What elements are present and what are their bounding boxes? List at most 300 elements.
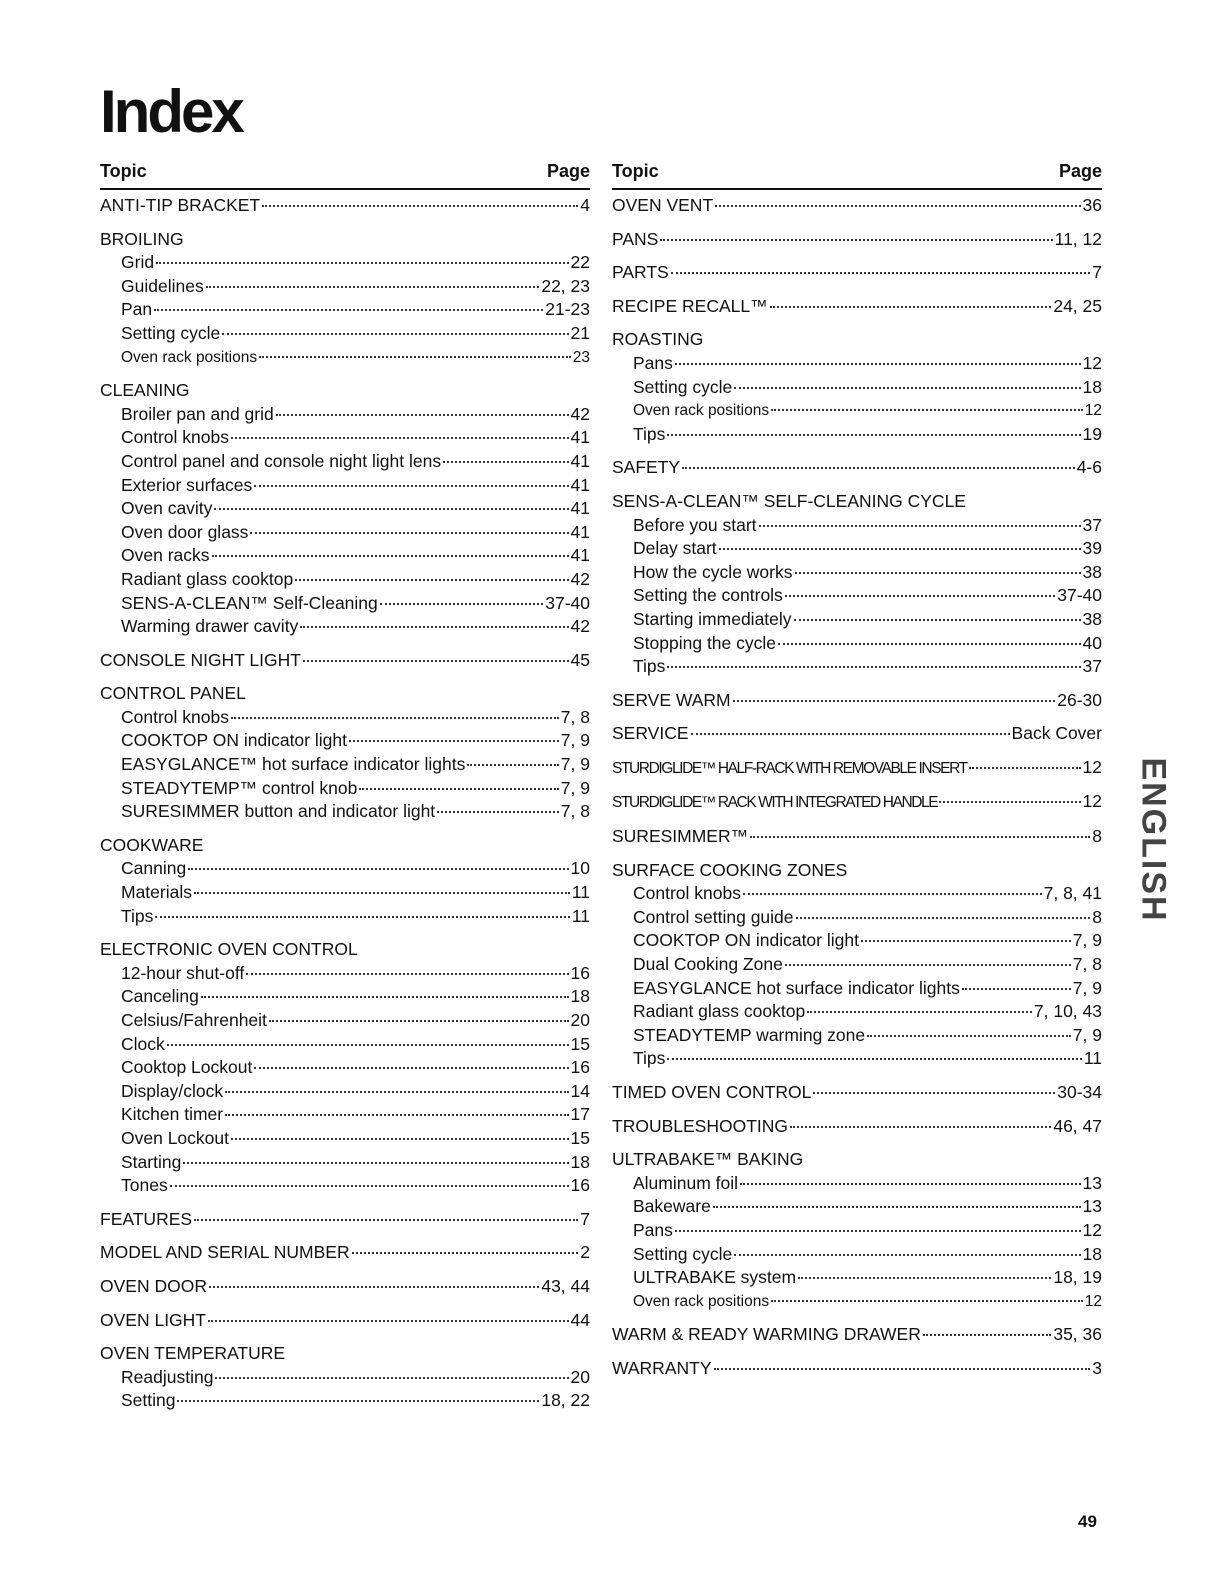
index-page-ref: 7, 9 xyxy=(560,777,590,798)
index-topic: OVEN LIGHT xyxy=(100,1309,206,1330)
index-entry xyxy=(612,261,1102,285)
index-page-ref: 11, 12 xyxy=(1054,228,1102,249)
index-subentry xyxy=(612,1219,1102,1243)
index-page-ref: 16 xyxy=(570,1175,590,1196)
dot-leader xyxy=(262,205,578,207)
index-page-ref: 24, 25 xyxy=(1053,295,1102,316)
dot-leader xyxy=(770,306,1052,308)
index-topic: CONTROL PANEL xyxy=(100,683,246,704)
index-page-ref: 14 xyxy=(570,1080,590,1101)
index-topic: BROILING xyxy=(100,228,184,249)
index-subentry xyxy=(100,962,590,986)
index-subentry xyxy=(100,800,590,824)
index-topic: Control knobs xyxy=(633,883,741,904)
index-entry-heading xyxy=(612,328,1102,352)
index-topic: ROASTING xyxy=(612,329,704,350)
dot-leader xyxy=(671,272,1091,274)
index-topic: Dual Cooking Zone xyxy=(633,954,783,975)
dot-leader xyxy=(215,1377,568,1379)
index-page-ref: 8 xyxy=(1092,826,1102,847)
index-entries xyxy=(100,194,590,1413)
index-topic: Aluminum foil xyxy=(633,1172,739,1193)
index-subentry xyxy=(100,729,590,753)
dot-leader xyxy=(231,717,559,719)
index-page-ref: 12 xyxy=(1082,352,1102,373)
index-topic: STEADYTEMP warming zone xyxy=(633,1024,866,1045)
index-subentry xyxy=(612,376,1102,400)
index-topic: Radiant glass cooktop xyxy=(633,1001,806,1022)
index-entry xyxy=(612,756,1102,781)
index-subentry xyxy=(612,584,1102,608)
index-entry-heading xyxy=(100,194,590,218)
dot-leader xyxy=(194,1219,578,1221)
index-page-ref: 42 xyxy=(570,403,590,424)
index-page-ref: 18 xyxy=(570,1151,590,1172)
index-topic: CLEANING xyxy=(100,380,190,401)
index-entry-heading xyxy=(100,1275,590,1299)
index-subentry xyxy=(100,544,590,568)
index-page-ref: 37-40 xyxy=(1057,585,1102,606)
index-page-ref: 11 xyxy=(571,905,590,926)
dot-leader xyxy=(715,205,1080,207)
index-entry xyxy=(100,379,590,639)
dot-leader xyxy=(183,1162,568,1164)
dot-leader xyxy=(225,1091,568,1093)
index-subentry xyxy=(100,497,590,521)
index-entry-heading xyxy=(612,456,1102,480)
index-page-ref: 19 xyxy=(1082,423,1102,444)
index-subentry xyxy=(612,423,1102,447)
index-entry xyxy=(612,1115,1102,1139)
index-subentry xyxy=(612,1000,1102,1024)
index-page-ref: 15 xyxy=(570,1033,590,1054)
index-topic: Materials xyxy=(121,882,192,903)
index-topic: SERVICE xyxy=(612,723,689,744)
dot-leader xyxy=(170,1185,569,1187)
dot-leader xyxy=(254,485,568,487)
dot-leader xyxy=(467,764,558,766)
index-topic: SURESIMMER button and indicator light xyxy=(121,801,436,822)
index-topic: Control panel and console night light lens xyxy=(121,450,442,471)
index-topic: Display/clock xyxy=(121,1080,224,1101)
index-entry xyxy=(612,859,1102,1071)
index-page-ref: 21-23 xyxy=(545,299,590,320)
dot-leader xyxy=(771,1300,1083,1302)
dot-leader xyxy=(352,1252,579,1254)
dot-leader xyxy=(861,940,1071,942)
index-subentry xyxy=(612,882,1102,906)
dot-leader xyxy=(778,643,1081,645)
index-page-ref: 18, 22 xyxy=(541,1390,590,1411)
index-entry xyxy=(100,1342,590,1413)
index-entry xyxy=(612,689,1102,713)
index-page-ref: 12 xyxy=(1082,1219,1102,1240)
index-entry xyxy=(100,1208,590,1232)
index-topic: ANTI-TIP BRACKET xyxy=(100,195,261,215)
index-entry-heading xyxy=(100,1208,590,1232)
index-topic: EASYGLANCE hot surface indicator lights xyxy=(633,977,960,998)
dot-leader xyxy=(177,1400,539,1402)
dot-leader xyxy=(740,1183,1080,1185)
index-page-ref: 36 xyxy=(1082,195,1102,215)
dot-leader xyxy=(795,572,1081,574)
index-topic: Starting immediately xyxy=(633,608,792,629)
index-topic: Tips xyxy=(633,423,666,444)
dot-leader xyxy=(675,363,1081,365)
index-page-ref: 18 xyxy=(1082,376,1102,397)
index-topic: Oven rack positions xyxy=(633,1292,770,1310)
index-topic: 12-hour shut-off xyxy=(121,962,245,983)
index-page-ref: 37 xyxy=(1082,514,1102,535)
index-page-ref: 7, 9 xyxy=(1072,1024,1102,1045)
index-entry-heading xyxy=(612,295,1102,319)
index-topic: Starting xyxy=(121,1151,182,1172)
index-subentry xyxy=(612,906,1102,930)
index-page-ref: 4-6 xyxy=(1076,457,1102,478)
index-page-ref: 39 xyxy=(1082,538,1102,559)
index-entry xyxy=(100,194,590,218)
index-page-ref: 23 xyxy=(572,348,590,366)
index-topic: ULTRABAKE™ BAKING xyxy=(612,1149,804,1170)
dot-leader xyxy=(714,1368,1091,1370)
dot-leader xyxy=(759,525,1081,527)
index-entry-heading xyxy=(612,1148,1102,1172)
dot-leader xyxy=(807,1011,1032,1013)
index-entry-heading xyxy=(612,859,1102,883)
index-subentry xyxy=(100,1127,590,1151)
dot-leader xyxy=(733,700,1056,702)
dot-leader xyxy=(443,461,568,463)
index-topic: STURDIGLIDE™ RACK WITH INTEGRATED HANDLE xyxy=(612,794,938,812)
index-page-ref: 41 xyxy=(570,545,590,566)
index-subentry xyxy=(612,1290,1102,1314)
index-page-ref: 12 xyxy=(1082,756,1102,777)
dot-leader xyxy=(225,1114,568,1116)
index-entry-heading xyxy=(612,1081,1102,1105)
index-entry-heading xyxy=(612,261,1102,285)
index-page-ref: 12 xyxy=(1084,1292,1102,1310)
index-subentry xyxy=(100,615,590,639)
index-page-ref: 2 xyxy=(580,1242,590,1263)
index-topic: COOKWARE xyxy=(100,834,204,855)
index-topic: Oven Lockout xyxy=(121,1127,229,1148)
index-page-ref: 8 xyxy=(1092,906,1102,927)
index-topic: SENS-A-CLEAN™ SELF-CLEANING CYCLE xyxy=(612,490,966,511)
index-entry xyxy=(612,1148,1102,1313)
index-entry xyxy=(612,295,1102,319)
index-page-ref: 7, 8 xyxy=(1072,954,1102,975)
index-entry-heading xyxy=(100,938,590,962)
dot-leader xyxy=(682,467,1075,469)
page-title: Index xyxy=(100,78,242,145)
index-page-ref: 18, 19 xyxy=(1053,1267,1102,1288)
index-subentry xyxy=(612,977,1102,1001)
index-topic: PARTS xyxy=(612,262,669,283)
dot-leader xyxy=(962,988,1071,990)
index-subentry xyxy=(100,403,590,427)
index-topic: Stopping the cycle xyxy=(633,632,777,653)
dot-leader xyxy=(155,916,569,918)
index-page-ref: 37 xyxy=(1082,656,1102,677)
dot-leader xyxy=(246,973,568,975)
index-topic: WARRANTY xyxy=(612,1357,712,1378)
index-page-ref: 10 xyxy=(570,858,590,879)
index-subentry xyxy=(100,985,590,1009)
index-entry xyxy=(612,1081,1102,1105)
index-topic: ULTRABAKE system xyxy=(633,1267,797,1288)
index-page-ref: 41 xyxy=(570,521,590,542)
index-column-left xyxy=(100,158,590,1413)
language-tab xyxy=(1134,720,1173,960)
index-topic: Tips xyxy=(633,1048,666,1069)
index-subentry xyxy=(612,1024,1102,1048)
dot-leader xyxy=(743,893,1042,895)
index-entries xyxy=(612,194,1102,1381)
dot-leader xyxy=(969,767,1081,769)
index-page-ref: 41 xyxy=(570,498,590,519)
page-number: 49 xyxy=(1078,1512,1097,1531)
index-topic: CONSOLE NIGHT LIGHT xyxy=(100,649,301,670)
dot-leader xyxy=(269,1020,569,1022)
index-entry xyxy=(612,825,1102,849)
index-topic: Canning xyxy=(121,858,187,879)
index-entry-heading xyxy=(100,1342,590,1366)
index-entry xyxy=(100,649,590,673)
index-page-ref: 7 xyxy=(1092,262,1102,283)
index-subentry xyxy=(612,1172,1102,1196)
index-subentry xyxy=(100,1080,590,1104)
index-topic: How the cycle works xyxy=(633,561,793,582)
index-entry-heading xyxy=(100,834,590,858)
index-entry xyxy=(612,490,1102,679)
language-tab-label: ENGLISH xyxy=(1134,757,1173,923)
dot-leader xyxy=(349,740,559,742)
index-topic: Exterior surfaces xyxy=(121,474,253,495)
index-topic: Before you start xyxy=(633,514,757,535)
index-subentry xyxy=(100,857,590,881)
index-subentry xyxy=(100,275,590,299)
index-subentry xyxy=(100,426,590,450)
index-entry xyxy=(100,834,590,928)
dot-leader xyxy=(303,660,569,662)
index-topic: SENS-A-CLEAN™ Self-Cleaning xyxy=(121,592,378,613)
dot-leader xyxy=(231,437,569,439)
page-heading: Page xyxy=(546,161,590,181)
dot-leader xyxy=(813,1092,1055,1094)
dot-leader xyxy=(206,286,540,288)
index-page-ref: 37-40 xyxy=(545,592,590,613)
index-subentry xyxy=(612,352,1102,376)
dot-leader xyxy=(867,1035,1071,1037)
index-subentry xyxy=(100,474,590,498)
index-subentry xyxy=(612,929,1102,953)
index-topic: COOKTOP ON indicator light xyxy=(121,730,347,751)
index-page-ref: 4 xyxy=(580,195,590,215)
index-topic: Setting the controls xyxy=(633,585,783,606)
dot-leader xyxy=(201,996,569,998)
dot-leader xyxy=(734,387,1080,389)
index-subentry xyxy=(100,450,590,474)
index-subentry xyxy=(612,537,1102,561)
index-subentry xyxy=(100,1174,590,1198)
index-topic: Tips xyxy=(633,656,666,677)
index-page-ref: 41 xyxy=(570,427,590,448)
index-subentry xyxy=(100,1033,590,1057)
index-topic: STURDIGLIDE™ HALF-RACK WITH REMOVABLE INSERT xyxy=(612,759,967,777)
dot-leader xyxy=(250,532,568,534)
index-entry-heading xyxy=(612,722,1102,746)
index-entry-heading xyxy=(100,649,590,673)
index-topic: Pan xyxy=(121,299,153,320)
index-entry-heading xyxy=(612,825,1102,849)
index-entry xyxy=(100,1275,590,1299)
dot-leader xyxy=(719,548,1081,550)
dot-leader xyxy=(222,333,568,335)
dot-leader xyxy=(798,1277,1051,1279)
index-subentry xyxy=(100,251,590,275)
dot-leader xyxy=(194,892,570,894)
index-entry xyxy=(100,1241,590,1265)
index-page-ref: Back Cover xyxy=(1011,723,1102,744)
dot-leader xyxy=(380,603,543,605)
index-entry-heading xyxy=(612,1357,1102,1381)
index-page-ref: 7 xyxy=(580,1208,590,1229)
dot-leader xyxy=(154,309,543,311)
index-topic: OVEN TEMPERATURE xyxy=(100,1343,286,1364)
index-topic: Tips xyxy=(121,905,154,926)
index-topic: Cooktop Lockout xyxy=(121,1057,253,1078)
index-subentry xyxy=(100,521,590,545)
dot-leader xyxy=(437,811,559,813)
index-page-ref: 20 xyxy=(570,1010,590,1030)
index-page-ref: 30-34 xyxy=(1057,1082,1102,1102)
index-subentry xyxy=(100,592,590,616)
index-entry-heading xyxy=(612,1115,1102,1139)
index-topic: TROUBLESHOOTING xyxy=(612,1115,788,1136)
dot-leader xyxy=(675,1230,1081,1232)
dot-leader xyxy=(231,1138,569,1140)
index-page-ref: 40 xyxy=(1082,632,1102,653)
index-page-ref: 7, 9 xyxy=(560,730,590,751)
dot-leader xyxy=(259,356,571,358)
index-page-ref: 42 xyxy=(570,568,590,589)
index-page-ref: 38 xyxy=(1082,561,1102,582)
dot-leader xyxy=(790,1126,1051,1128)
index-subentry xyxy=(100,1389,590,1413)
index-column-right xyxy=(612,158,1102,1381)
index-subentry xyxy=(612,953,1102,977)
index-subentry xyxy=(100,1009,590,1033)
index-topic: Setting cycle xyxy=(633,1243,733,1264)
dot-leader xyxy=(785,964,1071,966)
index-topic: Broiler pan and grid xyxy=(121,403,274,424)
index-topic: Canceling xyxy=(121,986,199,1007)
index-topic: Delay start xyxy=(633,538,717,559)
index-page-ref: 21 xyxy=(570,322,590,343)
dot-leader xyxy=(785,595,1055,597)
index-page-ref: 15 xyxy=(570,1127,590,1148)
index-subentry xyxy=(612,399,1102,423)
index-entry xyxy=(612,328,1102,446)
index-page-ref: 38 xyxy=(1082,608,1102,629)
index-subentry xyxy=(100,777,590,801)
index-topic: Setting cycle xyxy=(633,376,733,397)
index-topic: OVEN VENT xyxy=(612,195,714,215)
index-page-ref: 11 xyxy=(1083,1048,1102,1069)
index-page-ref: 18 xyxy=(1082,1243,1102,1264)
index-entry-heading xyxy=(100,228,590,252)
index-entry xyxy=(612,456,1102,480)
index-page-ref: 16 xyxy=(570,1057,590,1078)
index-topic: Kitchen timer xyxy=(121,1104,224,1125)
index-entry xyxy=(612,790,1102,815)
index-topic: COOKTOP ON indicator light xyxy=(633,930,859,951)
index-subentry xyxy=(100,881,590,905)
index-page-ref: 41 xyxy=(570,474,590,495)
index-subentry xyxy=(100,298,590,322)
index-page-ref: 20 xyxy=(570,1366,590,1387)
column-header xyxy=(612,158,1102,190)
index-subentry xyxy=(100,905,590,929)
index-entry-heading xyxy=(612,490,1102,514)
index-page-ref: 13 xyxy=(1082,1172,1102,1193)
dot-leader xyxy=(691,733,1010,735)
dot-leader xyxy=(660,239,1052,241)
index-page-ref: 13 xyxy=(1082,1196,1102,1217)
topic-heading: Topic xyxy=(100,161,147,181)
dot-leader xyxy=(794,619,1081,621)
dot-leader xyxy=(667,666,1080,668)
dot-leader xyxy=(214,508,568,510)
index-entry xyxy=(100,938,590,1198)
index-entry-heading xyxy=(100,1309,590,1333)
index-topic: Oven door glass xyxy=(121,521,249,542)
index-entry xyxy=(612,228,1102,252)
dot-leader xyxy=(208,1320,569,1322)
index-entry xyxy=(100,682,590,824)
index-topic: RECIPE RECALL™ xyxy=(612,295,768,316)
dot-leader xyxy=(212,555,569,557)
index-topic: Oven racks xyxy=(121,545,210,566)
index-entry xyxy=(612,1323,1102,1347)
index-page-ref: 41 xyxy=(570,450,590,471)
dot-leader xyxy=(188,868,568,870)
index-page-ref: 7, 9 xyxy=(1072,930,1102,951)
dot-leader xyxy=(300,626,568,628)
index-subentry xyxy=(612,1243,1102,1267)
index-topic: Readjusting xyxy=(121,1366,214,1387)
dot-leader xyxy=(734,1254,1080,1256)
index-page-ref: 43, 44 xyxy=(541,1275,590,1296)
index-subentry xyxy=(100,753,590,777)
dot-leader xyxy=(750,836,1090,838)
dot-leader xyxy=(796,917,1091,919)
index-topic: Pans xyxy=(633,1219,673,1240)
index-topic: Pans xyxy=(633,352,673,373)
index-topic: Guidelines xyxy=(121,275,204,296)
index-entry-heading xyxy=(612,756,1102,781)
index-entry-heading xyxy=(612,689,1102,713)
dot-leader xyxy=(276,414,569,416)
index-entry-heading xyxy=(100,1241,590,1265)
index-entry xyxy=(612,722,1102,746)
index-entry-heading xyxy=(612,790,1102,815)
index-topic: PANS xyxy=(612,228,659,249)
dot-leader xyxy=(923,1334,1051,1336)
index-topic: Oven rack positions xyxy=(121,348,258,366)
index-page-ref: 7, 8 xyxy=(560,706,590,727)
index-subentry xyxy=(612,1266,1102,1290)
